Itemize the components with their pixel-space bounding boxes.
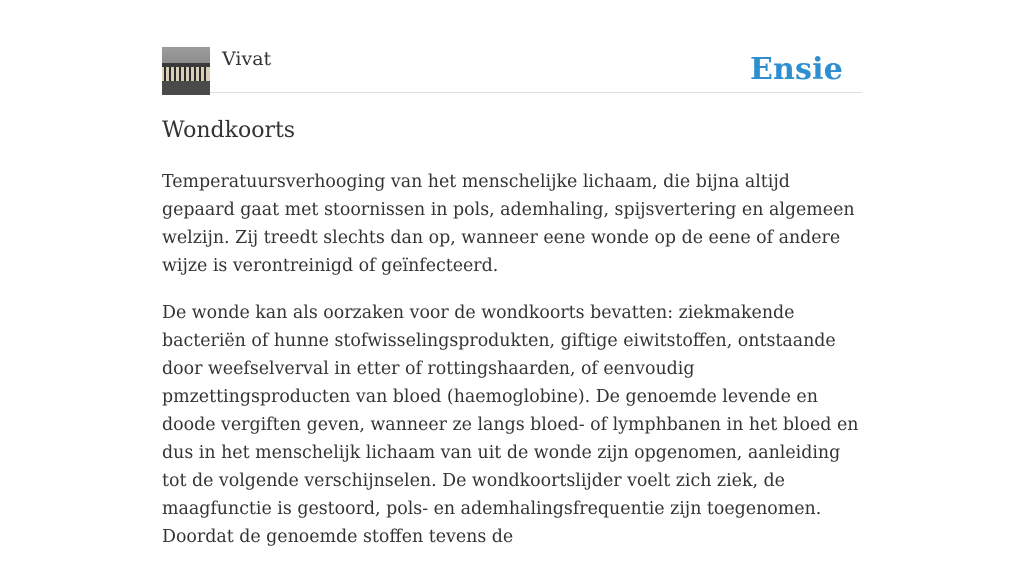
article-body: [162, 168, 866, 570]
header: [162, 46, 862, 93]
avatar-image: [162, 47, 210, 95]
avatar[interactable]: [162, 47, 210, 95]
author-name[interactable]: Vivat: [222, 48, 272, 70]
paragraph: De wonde kan als oorzaken voor de wondkoorts bevatten: ziekmakende bacteriën of hunne stofwisselingsprodukten, giftige eiwitstoffen, ontstaande door weefselverval in etter of rottingshaarden, of eenvoudig pmzettingsproducten van bloed (haemoglobine). De genoemde levende en doode vergiften geven, wanneer ze langs bloed- of lymphbanen in het bloed en dus in het menschelijk lichaam van uit de wonde zijn opgenomen, aanleiding tot de volgende verschijnselen. De wondkoortslijder voelt zich ziek, de maagfunctie is gestoord, pols- en ademhalingsfrequentie zijn toegenomen. Doordat de genoemde stoffen tevens de: [162, 303, 859, 547]
article-title: Wondkoorts: [162, 118, 296, 143]
paragraph: Temperatuursverhooging van het menschelijke lichaam, die bijna altijd gepaard gaat met stoornissen in pols, ademhaling, spijsvertering en algemeen welzijn. Zij treedt slechts dan op, wanneer eene wonde op de eene of andere wijze is verontreinigd of geïnfecteerd.: [162, 172, 855, 276]
brand-logo[interactable]: Ensie: [749, 52, 843, 87]
